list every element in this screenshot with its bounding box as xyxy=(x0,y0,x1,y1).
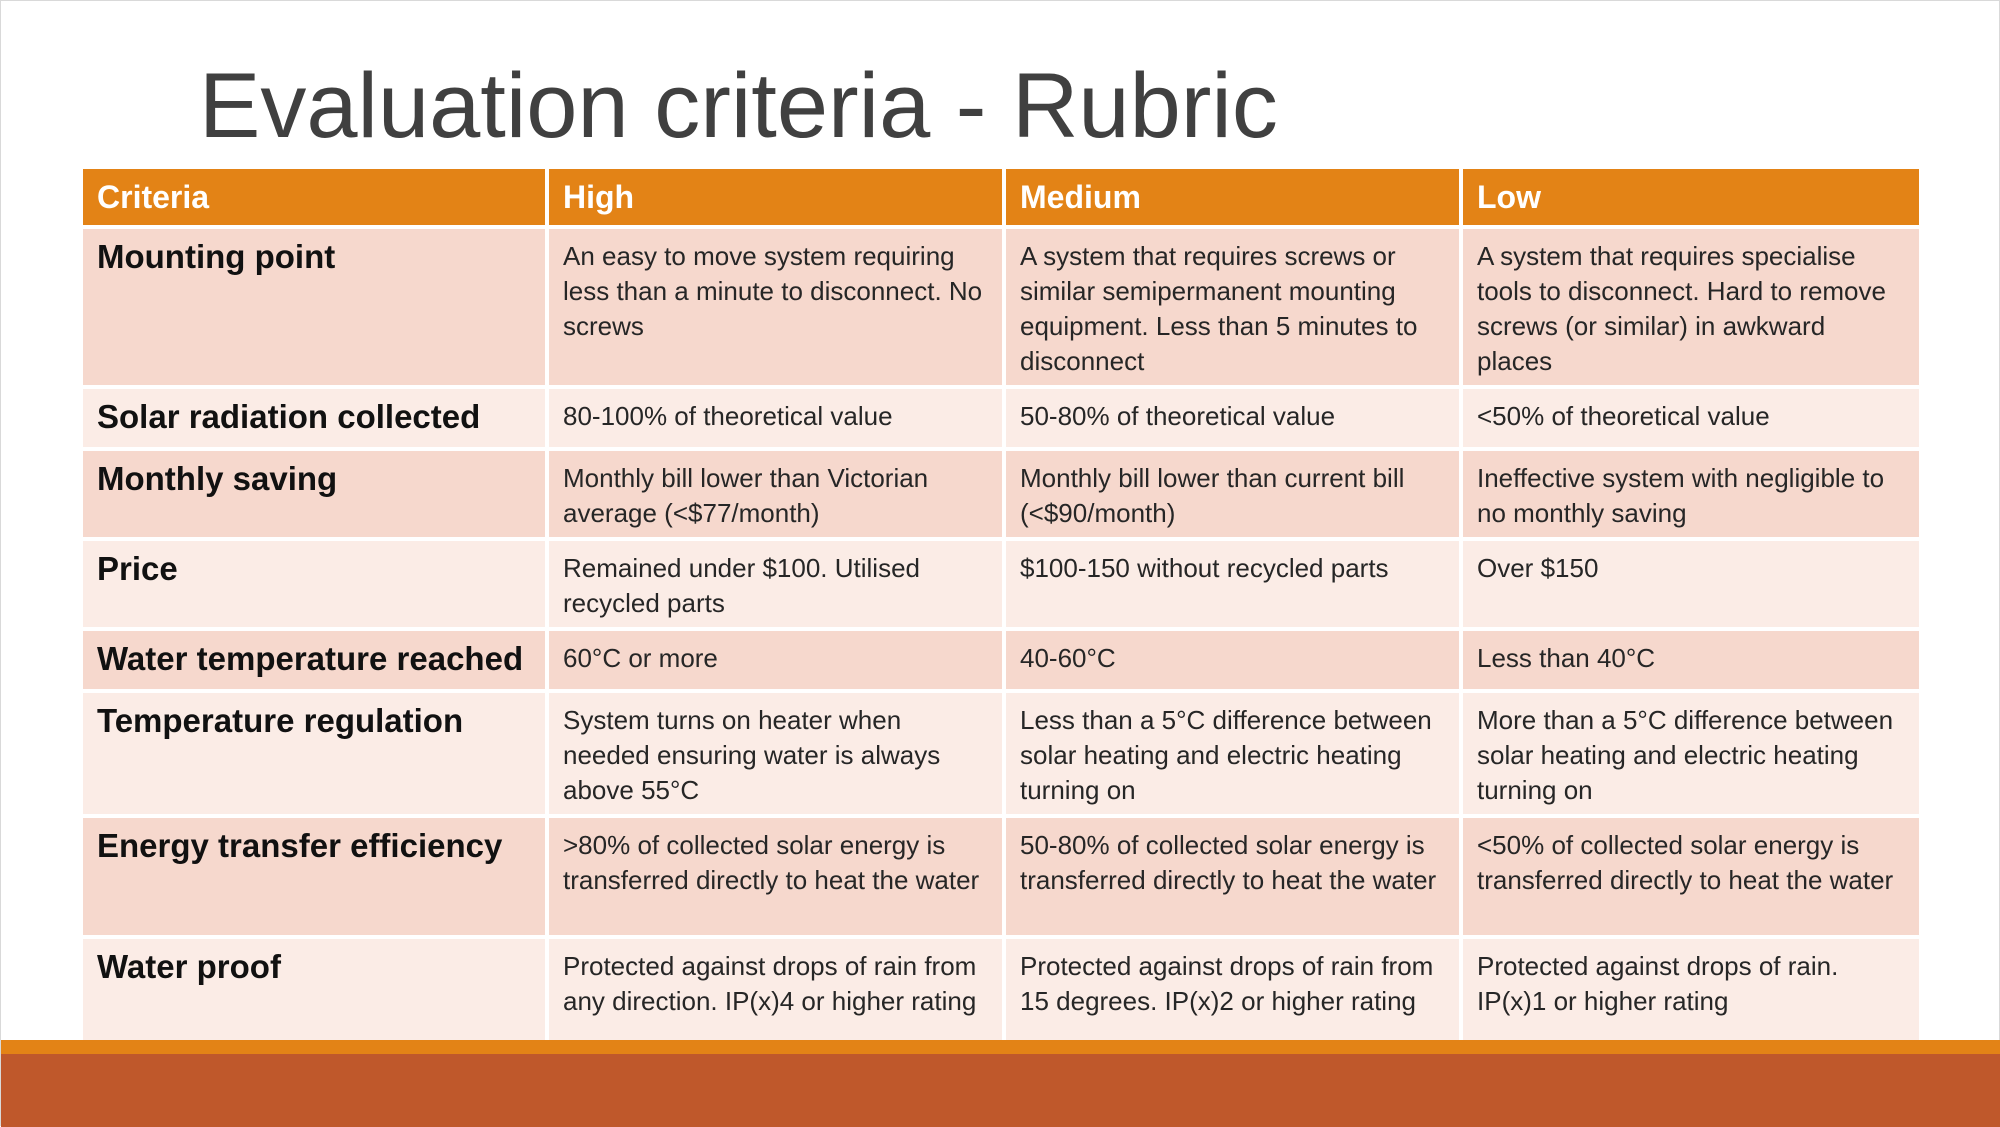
criteria-cell: Mounting point xyxy=(83,227,547,387)
low-cell: More than a 5°C difference between solar heating and electric heating turning on xyxy=(1461,691,1919,816)
criteria-cell: Solar radiation collected xyxy=(83,387,547,449)
high-cell: >80% of collected solar energy is transferred directly to heat the water xyxy=(547,816,1004,937)
table-row xyxy=(83,449,1919,539)
criteria-cell: Water temperature reached xyxy=(83,629,547,691)
table-row xyxy=(83,629,1919,691)
footer-bar xyxy=(1,1054,2000,1127)
medium-cell: 50-80% of collected solar energy is transferred directly to heat the water xyxy=(1004,816,1461,937)
criteria-cell: Energy transfer efficiency xyxy=(83,816,547,937)
footer-accent-bar xyxy=(1,1040,2000,1054)
low-cell: A system that requires specialise tools to disconnect. Hard to remove screws (or similar) in awkward places xyxy=(1461,227,1919,387)
high-cell: An easy to move system requiring less than a minute to disconnect. No screws xyxy=(547,227,1004,387)
criteria-cell: Temperature regulation xyxy=(83,691,547,816)
medium-cell: $100-150 without recycled parts xyxy=(1004,539,1461,629)
high-cell: Remained under $100. Utilised recycled parts xyxy=(547,539,1004,629)
criteria-cell: Water proof xyxy=(83,937,547,1058)
high-cell: System turns on heater when needed ensuring water is always above 55°C xyxy=(547,691,1004,816)
criteria-cell: Price xyxy=(83,539,547,629)
slide-title: Evaluation criteria - Rubric xyxy=(199,55,1278,157)
criteria-cell: Monthly saving xyxy=(83,449,547,539)
table-row xyxy=(83,691,1919,816)
table-row xyxy=(83,227,1919,387)
header-low: Low xyxy=(1461,169,1919,227)
high-cell: Protected against drops of rain from any direction. IP(x)4 or higher rating xyxy=(547,937,1004,1058)
high-cell: 60°C or more xyxy=(547,629,1004,691)
table-header-row xyxy=(83,169,1919,227)
table-row xyxy=(83,387,1919,449)
high-cell: Monthly bill lower than Victorian average (<$77/month) xyxy=(547,449,1004,539)
medium-cell: Monthly bill lower than current bill (<$90/month) xyxy=(1004,449,1461,539)
low-cell: Less than 40°C xyxy=(1461,629,1919,691)
medium-cell: 50-80% of theoretical value xyxy=(1004,387,1461,449)
header-high: High xyxy=(547,169,1004,227)
medium-cell: 40-60°C xyxy=(1004,629,1461,691)
table-row xyxy=(83,539,1919,629)
rubric-table xyxy=(83,169,1919,1058)
medium-cell: Less than a 5°C difference between solar heating and electric heating turning on xyxy=(1004,691,1461,816)
low-cell: Protected against drops of rain. IP(x)1 or higher rating xyxy=(1461,937,1919,1058)
header-criteria: Criteria xyxy=(83,169,547,227)
low-cell: <50% of theoretical value xyxy=(1461,387,1919,449)
low-cell: Over $150 xyxy=(1461,539,1919,629)
medium-cell: Protected against drops of rain from 15 degrees. IP(x)2 or higher rating xyxy=(1004,937,1461,1058)
header-medium: Medium xyxy=(1004,169,1461,227)
low-cell: <50% of collected solar energy is transferred directly to heat the water xyxy=(1461,816,1919,937)
table-row xyxy=(83,816,1919,937)
medium-cell: A system that requires screws or similar semipermanent mounting equipment. Less than 5 minutes to disconnect xyxy=(1004,227,1461,387)
low-cell: Ineffective system with negligible to no monthly saving xyxy=(1461,449,1919,539)
high-cell: 80-100% of theoretical value xyxy=(547,387,1004,449)
